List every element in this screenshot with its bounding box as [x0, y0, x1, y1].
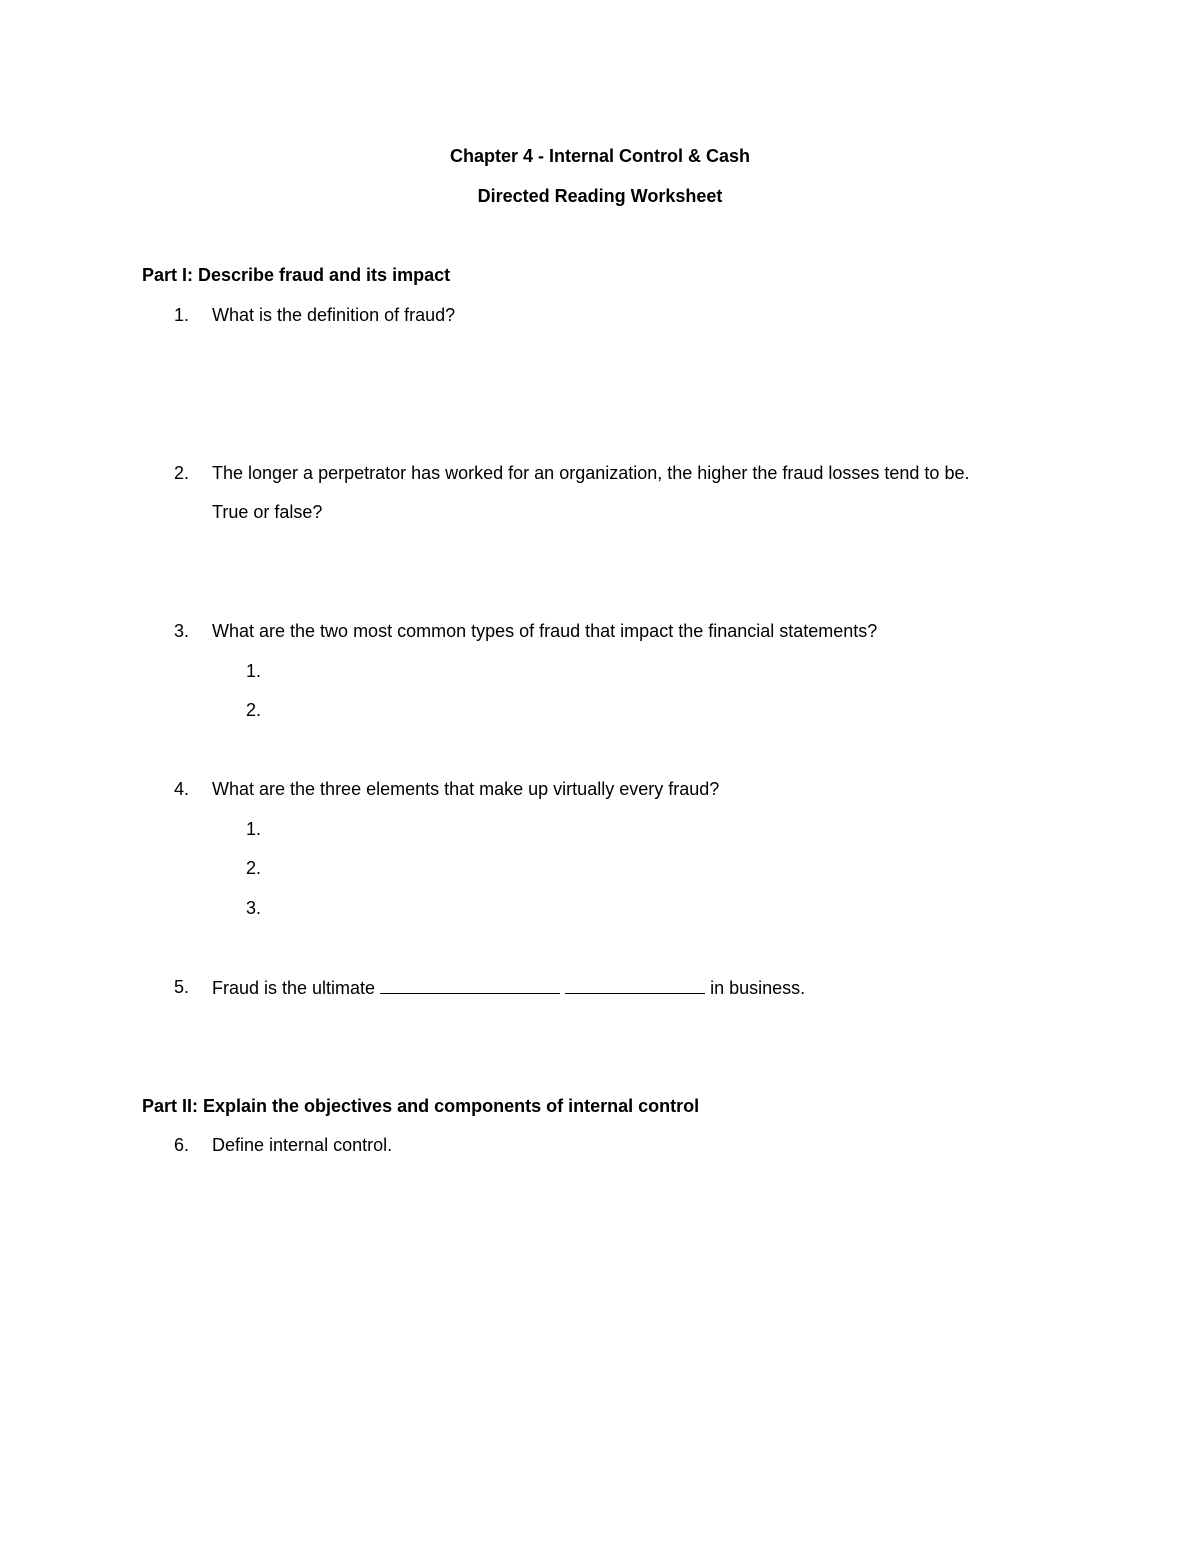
- question-5-number: 5.: [174, 977, 190, 997]
- fill-in-blank-1[interactable]: [380, 975, 560, 994]
- question-1-text: What is the definition of fraud?: [212, 305, 456, 325]
- page-subtitle: Directed Reading Worksheet: [477, 186, 723, 206]
- question-1-number: 1.: [174, 305, 190, 325]
- question-3-number: 3.: [174, 621, 190, 641]
- question-4-sub-3: 3.: [246, 898, 262, 918]
- question-5-text: [212, 975, 805, 1000]
- question-6-number: 6.: [174, 1135, 190, 1155]
- part2-heading: Part II: Explain the objectives and components of internal control: [142, 1096, 700, 1116]
- question-2-text-continued: True or false?: [212, 502, 323, 522]
- question-2-text: The longer a perpetrator has worked for an organization, the higher the fraud losses tend to be.: [212, 463, 970, 483]
- page-title: Chapter 4 - Internal Control & Cash: [449, 146, 751, 166]
- question-5-text-before: Fraud is the ultimate: [212, 978, 376, 998]
- question-3-sub-1: 1.: [246, 661, 262, 681]
- part1-heading: Part I: Describe fraud and its impact: [142, 265, 451, 285]
- question-4-text: What are the three elements that make up virtually every fraud?: [212, 779, 720, 799]
- question-6-text: Define internal control.: [212, 1135, 393, 1155]
- question-5-text-after: in business.: [710, 978, 806, 998]
- question-3-text: What are the two most common types of fraud that impact the financial statements?: [212, 621, 878, 641]
- question-4-sub-1: 1.: [246, 819, 262, 839]
- fill-in-blank-2[interactable]: [565, 975, 705, 994]
- question-3-sub-2: 2.: [246, 700, 262, 720]
- question-4-number: 4.: [174, 779, 190, 799]
- question-2-number: 2.: [174, 463, 190, 483]
- question-4-sub-2: 2.: [246, 858, 262, 878]
